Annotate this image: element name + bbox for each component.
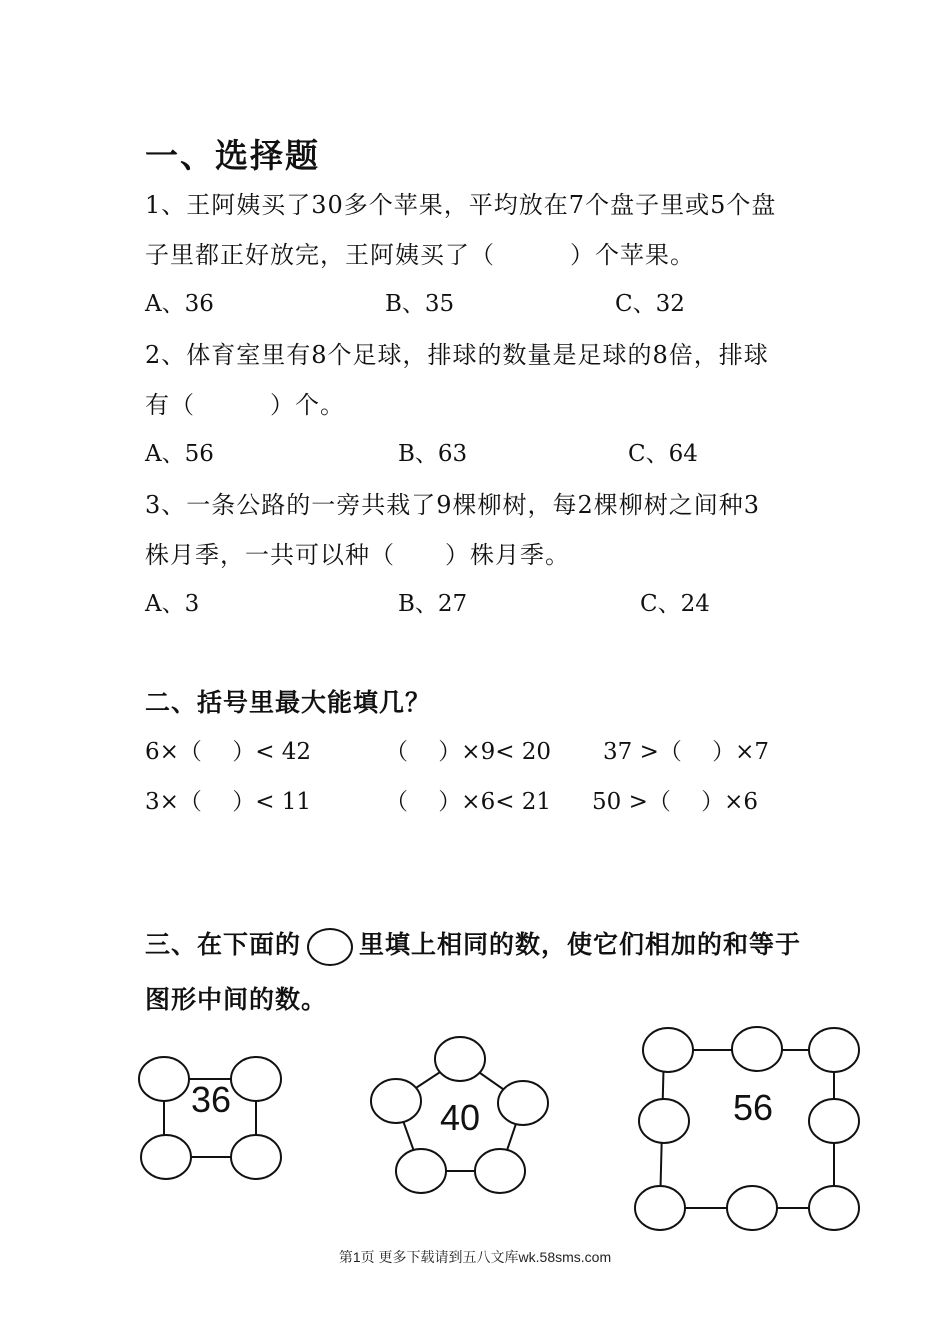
sec2-r1-c3: 37 >（ ）×7 xyxy=(603,739,770,765)
blank-circle xyxy=(643,1028,693,1072)
q2-line1: 2、体育室里有8个足球，排球的数量是足球的8倍，排球 xyxy=(145,341,769,369)
figure-square-56 xyxy=(635,1027,859,1230)
blank-circle xyxy=(141,1135,191,1179)
q3-option-c: C、24 xyxy=(640,591,710,617)
sec2-r2-c3: 50 >（ ）×6 xyxy=(592,789,759,815)
q2-option-b: B、63 xyxy=(398,441,468,467)
blank-circle xyxy=(732,1027,782,1071)
q1-option-c: C、32 xyxy=(615,291,685,317)
figure1-center: 36 xyxy=(190,1079,232,1120)
blank-circle xyxy=(371,1079,421,1123)
q3-line1: 3、一条公路的一旁共栽了9棵柳树，每2棵柳树之间种3 xyxy=(145,491,761,519)
q2-option-a: A、56 xyxy=(145,441,214,467)
blank-circle xyxy=(809,1099,859,1143)
section3-title-part1: 三、在下面的 xyxy=(145,930,302,959)
q1-option-a: A、36 xyxy=(145,291,214,317)
q1-option-b: B、35 xyxy=(385,291,455,317)
section3-title-line2: 图形中间的数。 xyxy=(145,985,328,1014)
sec2-r2-c2: （ ）×6< 21 xyxy=(385,789,552,815)
blank-circle xyxy=(639,1099,689,1143)
page-footer: 第1页 更多下载请到五八文库wk.58sms.com xyxy=(338,1249,612,1265)
blank-circle xyxy=(475,1149,525,1193)
blank-circle xyxy=(809,1028,859,1072)
section2-title: 二、括号里最大能填几？ xyxy=(145,688,432,717)
sec2-r1-c2: （ ）×9< 20 xyxy=(385,739,552,765)
sec2-r1-c1: 6×（ ）< 42 xyxy=(145,739,312,765)
section3-title-part2: 里填上相同的数，使它们相加的和等于 xyxy=(359,930,802,959)
figures-diagram xyxy=(0,1020,950,1250)
blank-circle xyxy=(396,1149,446,1193)
q2-option-c: C、64 xyxy=(628,441,698,467)
q1-line1: 1、王阿姨买了30多个苹果，平均放在7个盘子里或5个盘 xyxy=(145,191,777,219)
blank-circle xyxy=(498,1081,548,1125)
blank-circle xyxy=(809,1186,859,1230)
blank-circle xyxy=(727,1186,777,1230)
circle-icon xyxy=(307,928,353,966)
q3-line2: 株月季，一共可以种（ ）株月季。 xyxy=(145,541,570,569)
q1-line2: 子里都正好放完，王阿姨买了（ ）个苹果。 xyxy=(145,241,695,269)
blank-circle xyxy=(435,1037,485,1081)
q3-option-b: B、27 xyxy=(398,591,468,617)
blank-circle xyxy=(635,1186,685,1230)
figure2-center: 40 xyxy=(439,1097,481,1138)
q2-line2: 有（ ）个。 xyxy=(145,391,345,419)
blank-circle xyxy=(231,1057,281,1101)
figure3-center: 56 xyxy=(732,1087,774,1128)
blank-circle xyxy=(139,1057,189,1101)
blank-circle xyxy=(231,1135,281,1179)
sec2-r2-c1: 3×（ ）< 11 xyxy=(145,789,312,815)
q3-option-a: A、3 xyxy=(145,591,200,617)
section3-title-line1 xyxy=(145,925,801,966)
section1-title: 一、选择题 xyxy=(145,136,320,175)
